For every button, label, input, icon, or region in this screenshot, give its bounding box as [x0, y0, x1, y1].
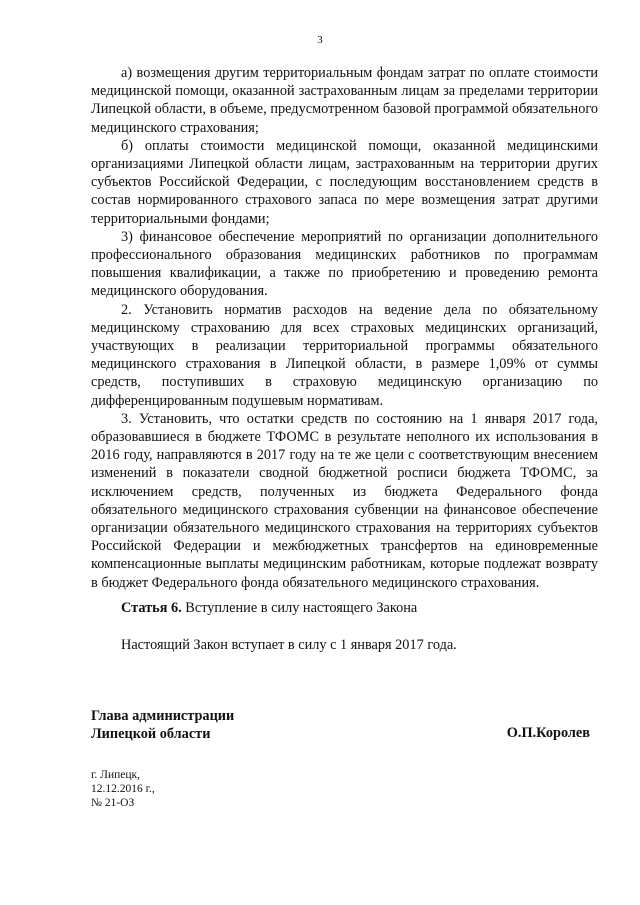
document-footer: [91, 768, 155, 810]
footer-city: г. Липецк,: [91, 769, 140, 781]
page-number: 3: [317, 34, 323, 46]
article-title: Вступление в силу настоящего Закона: [181, 600, 418, 616]
footer-date: 12.12.2016 г.,: [91, 783, 155, 795]
clause-3: 3. Установить, что остатки средств по состоянию на 1 января 2017 года, образовавшиеся в бюджете ТФОМС в результате неполного их использования в 2016 году, направляются в 2017 году на те же цели с соответствующим внесением изменений в показатели сводной бюджетной росписи бюджета ТФОМС, за исключением средств, полученных из бюджета Федерального фонда обязательного медицинского страхования субвенции на финансовое обеспечение организации обязательного медицинского страхования на территориях субъектов Российской Федерации и межбюджетных трансфертов на единовременные компенсационные выплаты медицинским работникам, которые подлежат возврату в бюджет Федерального фонда обязательного медицинского страхования.: [91, 410, 598, 591]
signatory-name: О.П.Королев: [506, 725, 590, 741]
paragraph-3: 3) финансовое обеспечение мероприятий по организации дополнительного профессионального образования медицинских работников по программам повышения квалификации, а также по приобретению и проведению ремонта медицинского оборудования.: [91, 228, 598, 300]
signatory-title-line1: Глава администрации: [91, 708, 235, 724]
document-body: [91, 64, 598, 592]
article-text: Настоящий Закон вступает в силу с 1 января 2017 года.: [121, 637, 457, 653]
article-label: Статья 6.: [121, 600, 182, 616]
signatory-title-line2: Липецкой области: [91, 726, 211, 742]
article-heading: [121, 600, 417, 617]
footer-number: № 21-ОЗ: [91, 797, 135, 809]
paragraph-a: а) возмещения другим территориальным фондам затрат по оплате стоимости медицинской помощи, оказанной застрахованным лицам за пределами территории Липецкой области, в объеме, предусмотренном базовой программой обязательного медицинского страхования;: [91, 65, 598, 136]
paragraph-b: б) оплаты стоимости медицинской помощи, оказанной медицинскими организациями Липецкой области лицам, застрахованным на территории других субъектов Российской Федерации, с последующим восстановлением средств в состав нормированного страхового запаса по мере возмещения затрат другими территориальными фондами;: [91, 137, 598, 227]
clause-2: 2. Установить норматив расходов на ведение дела по обязательному медицинскому страхованию для всех страховых медицинских организаций, участвующих в реализации территориальной программы обязательного медицинского страхования в Липецкой области, в размере 1,09% от суммы средств, поступивших в страховую медицинскую организацию по дифференцированным подушевым нормативам.: [91, 301, 598, 409]
signatory-title: [91, 707, 234, 743]
